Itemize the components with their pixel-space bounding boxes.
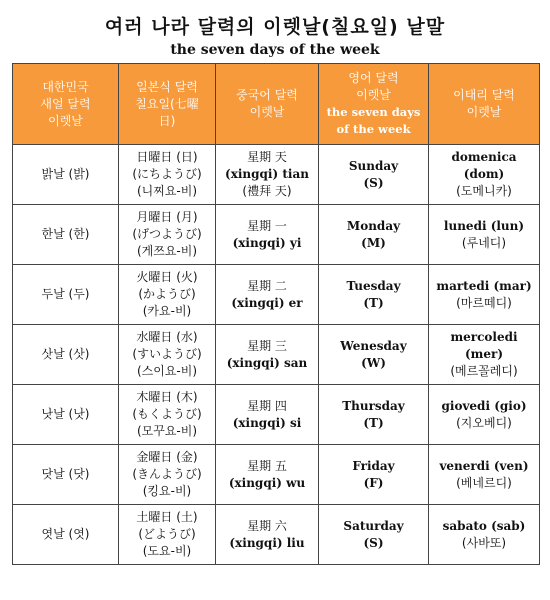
cell-line: (xingqi) yi — [232, 235, 302, 250]
cell-line: (스이요-비) — [136, 364, 198, 378]
cell-line: 火曜日 (火) — [136, 270, 198, 284]
cell-line: sabato (sab) — [442, 518, 526, 533]
cell-line: 月曜日 (月) — [136, 210, 198, 224]
cell-line: (모꾸요-비) — [136, 424, 198, 438]
table-row — [13, 385, 540, 445]
cell-line: lunedi (lun) — [443, 218, 525, 233]
cell-english — [319, 205, 429, 265]
page-title: 여러 나라 달력의 이렛날(칠요일) 낱말 — [104, 16, 446, 38]
table-row — [13, 505, 540, 565]
cell-line: (마르떼디) — [456, 295, 512, 310]
cell-line: 金曜日 (金) — [136, 450, 198, 464]
cell-korean: 닷날 (닷) — [13, 445, 119, 505]
cell-italian — [429, 325, 540, 385]
cell-line: domenica — [451, 150, 517, 164]
cell-line: (xingqi) si — [232, 415, 302, 430]
cell-line: (게쯔요-비) — [136, 244, 198, 258]
cell-line: (사바또) — [461, 535, 507, 550]
cell-line: (카요-비) — [142, 304, 192, 318]
header-line: 이렛날 — [249, 105, 285, 119]
cell-line: venerdi (ven) — [439, 458, 529, 473]
cell-line: (M) — [361, 235, 386, 250]
cell-line: (S) — [363, 175, 384, 190]
table-header — [13, 64, 540, 145]
cell-chinese — [216, 505, 319, 565]
table-row — [13, 265, 540, 325]
cell-italian — [429, 505, 540, 565]
cell-english — [319, 445, 429, 505]
table-body — [13, 145, 540, 565]
header-line: 새얼 달력 — [40, 96, 91, 111]
header-line: 이태리 달력 — [453, 88, 515, 102]
header-line: 영어 달력 — [348, 71, 399, 85]
cell-line: 星期 二 — [247, 278, 287, 293]
cell-line: (xingqi) er — [231, 295, 303, 310]
header-line: 칠요일(七曜 — [135, 96, 199, 111]
cell-chinese — [216, 205, 319, 265]
cell-line: 土曜日 (土) — [136, 510, 198, 524]
cell-line: Tuesday — [346, 278, 401, 293]
cell-line: Thursday — [342, 398, 405, 413]
cell-chinese — [216, 325, 319, 385]
cell-line: giovedi (gio) — [441, 398, 527, 413]
cell-italian — [429, 265, 540, 325]
cell-line: 星期 一 — [247, 218, 287, 233]
cell-line: (げつようび) — [132, 227, 202, 241]
table-row — [13, 325, 540, 385]
cell-line: 星期 四 — [247, 398, 287, 413]
cell-korean: 낫날 (낫) — [13, 385, 119, 445]
header-korean — [13, 64, 119, 145]
cell-line: (도메니카) — [456, 184, 512, 198]
cell-line: (킹요-비) — [142, 484, 192, 498]
cell-japanese — [119, 325, 216, 385]
table-row — [13, 145, 540, 205]
cell-line: 星期 六 — [247, 518, 287, 533]
cell-japanese — [119, 445, 216, 505]
cell-italian — [429, 145, 540, 205]
cell-line: (T) — [363, 415, 384, 430]
cell-line: (메르꼴레디) — [450, 364, 518, 378]
cell-line: 木曜日 (木) — [136, 390, 198, 404]
cell-line: (T) — [363, 295, 384, 310]
cell-english — [319, 385, 429, 445]
header-line: 대한민국 — [42, 79, 89, 94]
cell-line: Monday — [346, 218, 401, 233]
cell-line: 水曜日 (水) — [136, 330, 198, 344]
cell-line: (F) — [363, 475, 384, 490]
header-line: 이렛날 — [48, 113, 83, 128]
cell-english — [319, 145, 429, 205]
cell-line: (きんようび) — [132, 467, 202, 481]
cell-japanese — [119, 505, 216, 565]
header-line: 일본식 달력 — [136, 79, 198, 94]
week-days-table — [12, 63, 540, 565]
header-line: 이렛날 — [466, 105, 502, 119]
cell-line: Sunday — [348, 158, 399, 173]
header-line: 이렛날 — [356, 88, 391, 102]
cell-line: (xingqi) tian — [225, 167, 309, 181]
header-row — [13, 64, 540, 145]
cell-italian — [429, 205, 540, 265]
header-line: the seven days — [326, 105, 421, 119]
cell-japanese — [119, 205, 216, 265]
cell-korean: 삿날 (삿) — [13, 325, 119, 385]
cell-line: 星期 五 — [247, 458, 287, 473]
cell-english — [319, 505, 429, 565]
cell-chinese — [216, 145, 319, 205]
cell-line: (베네르디) — [456, 475, 512, 490]
header-english — [319, 64, 429, 145]
header-line: 日) — [158, 113, 176, 128]
cell-line: (どようび) — [138, 527, 196, 541]
header-chinese — [216, 64, 319, 145]
cell-line: (S) — [363, 535, 384, 550]
table-row — [13, 205, 540, 265]
cell-japanese — [119, 145, 216, 205]
cell-italian — [429, 445, 540, 505]
cell-line: (xingqi) liu — [229, 535, 305, 550]
header-line: of the week — [336, 122, 411, 136]
header-line: 중국어 달력 — [236, 88, 298, 102]
cell-line: 星期 三 — [247, 338, 287, 353]
cell-korean: 엿날 (엿) — [13, 505, 119, 565]
cell-line: 日曜日 (日) — [136, 150, 198, 164]
cell-line: (もくようび) — [132, 407, 202, 421]
cell-line: (지오베디) — [456, 415, 512, 430]
cell-line: (W) — [361, 355, 386, 370]
cell-korean: 한날 (한) — [13, 205, 119, 265]
table-row — [13, 445, 540, 505]
cell-line: 星期 天 — [247, 150, 287, 164]
cell-japanese — [119, 385, 216, 445]
cell-japanese — [119, 265, 216, 325]
cell-line: (かようび) — [138, 287, 196, 301]
cell-line: (すいようび) — [132, 347, 202, 361]
header-italian — [429, 64, 540, 145]
cell-line: (루네디) — [461, 235, 507, 250]
cell-italian — [429, 385, 540, 445]
cell-english — [319, 325, 429, 385]
cell-line: (xingqi) san — [226, 355, 308, 370]
cell-line: (dom) — [463, 167, 505, 181]
cell-english — [319, 265, 429, 325]
cell-chinese — [216, 265, 319, 325]
cell-line: Wenesday — [340, 338, 407, 353]
cell-line: Saturday — [343, 518, 404, 533]
header-japanese — [119, 64, 216, 145]
cell-line: (にちようび) — [132, 167, 202, 181]
cell-line: (mer) — [464, 347, 503, 361]
cell-chinese — [216, 385, 319, 445]
cell-line: (禮拜 天) — [242, 184, 292, 198]
cell-line: (xingqi) wu — [228, 475, 306, 490]
cell-line: Friday — [352, 458, 395, 473]
cell-chinese — [216, 445, 319, 505]
page-subtitle: the seven days of the week — [170, 42, 380, 58]
cell-line: martedi (mar) — [436, 278, 532, 293]
cell-line: mercoledi — [450, 330, 518, 344]
cell-korean: 밝날 (밝) — [13, 145, 119, 205]
cell-line: (니찌요-비) — [136, 184, 198, 198]
cell-korean: 두날 (두) — [13, 265, 119, 325]
cell-line: (도요-비) — [142, 544, 192, 558]
